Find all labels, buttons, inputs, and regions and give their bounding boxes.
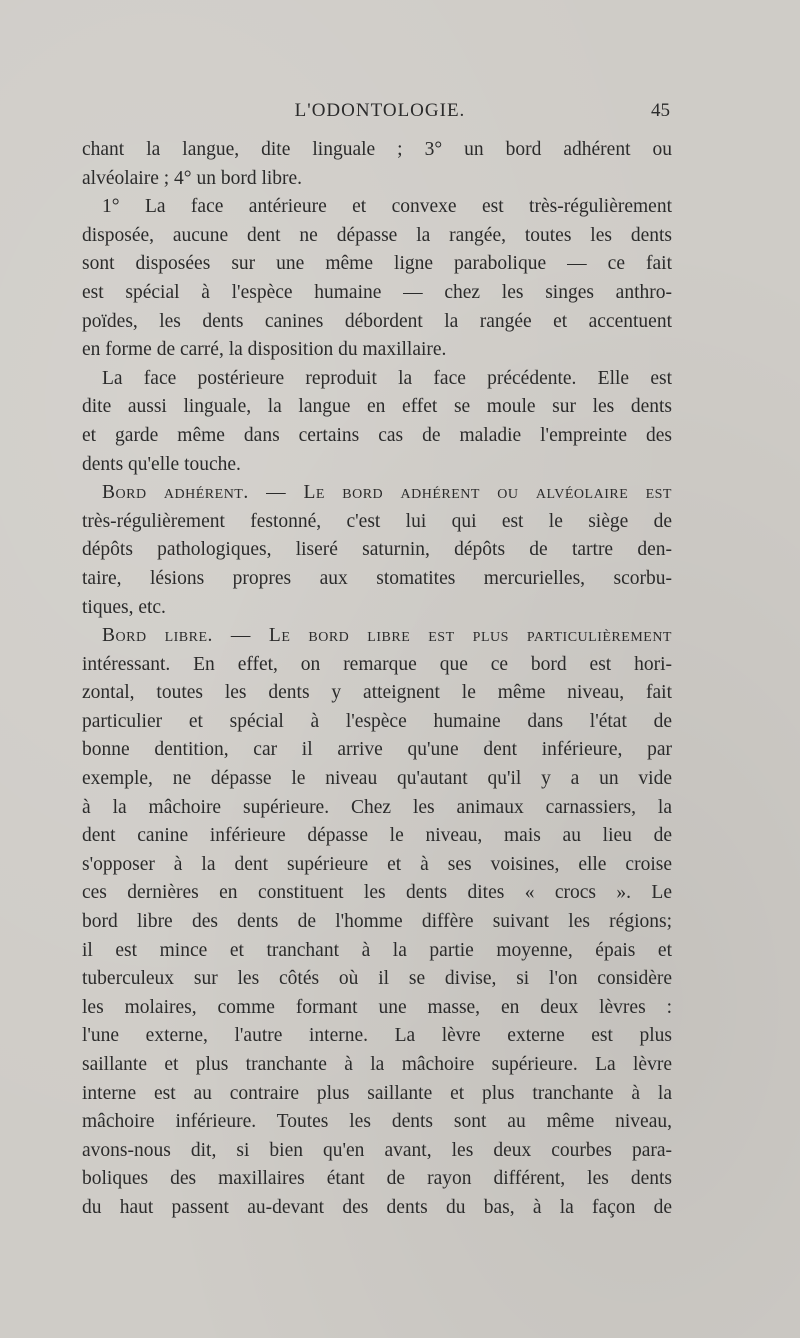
text-line: dents qu'elle touche. (82, 453, 241, 475)
text-line: chant la langue, dite linguale ; 3° un bord adhérent ou (82, 139, 672, 160)
text-line: en forme de carré, la disposition du maxillaire. (82, 339, 447, 361)
text-line: tuberculeux sur les côtés où il se divise, si l'on considère (82, 968, 672, 990)
text-line: avons-nous dit, si bien qu'en avant, les deux courbes para- (82, 1139, 672, 1161)
text-line: tiques, etc. (82, 596, 166, 618)
section-heading-line: Bord adhérent. — Le bord adhérent ou alvéolaire est (102, 482, 672, 504)
body-text (82, 136, 672, 1223)
text-line: dent canine inférieure dépasse le niveau, mais au lieu de (82, 825, 672, 847)
text-line: ces dernières en constituent les dents dites « crocs ». Le (82, 882, 672, 904)
text-line: saillante et plus tranchante à la mâchoire supérieure. La lèvre (82, 1054, 672, 1075)
text-line: l'une externe, l'autre interne. La lèvre externe est plus (82, 1025, 672, 1047)
text-line: est spécial à l'espèce humaine — chez les singes anthro- (82, 281, 672, 303)
text-line: intéressant. En effet, on remarque que ce bord est hori- (82, 653, 672, 675)
text-line: disposée, aucune dent ne dépasse la rangée, toutes les dents (82, 224, 672, 246)
text-line: sont disposées sur une même ligne parabolique — ce fait (82, 253, 672, 275)
text-line: très-régulièrement festonné, c'est lui qui est le siège de (82, 510, 672, 532)
text-line: du haut passent au-devant des dents du bas, à la façon de (82, 1196, 672, 1218)
text-line: et garde même dans certains cas de maladie l'empreinte des (82, 424, 672, 446)
text-line: dite aussi linguale, la langue en effet se moule sur les dents (82, 396, 672, 418)
text-line: exemple, ne dépasse le niveau qu'autant qu'il y a un vide (82, 768, 672, 790)
text-line: s'opposer à la dent supérieure et à ses voisines, elle croise (82, 853, 672, 875)
text-line: à la mâchoire supérieure. Chez les animaux carnassiers, la (82, 796, 672, 818)
running-title: L'ODONTOLOGIE. (294, 100, 466, 121)
text-line: il est mince et tranchant à la partie moyenne, épais et (82, 939, 672, 961)
running-header (80, 100, 680, 128)
page-number: 45 (651, 100, 670, 121)
text-line: mâchoire inférieure. Toutes les dents sont au même niveau, (82, 1111, 672, 1133)
text-line: particulier et spécial à l'espèce humaine dans l'état de (82, 710, 672, 732)
text-line: les molaires, comme formant une masse, en deux lèvres : (82, 996, 672, 1018)
text-line: poïdes, les dents canines débordent la rangée et accentuent (82, 310, 672, 332)
text-line: taire, lésions propres aux stomatites mercurielles, scorbu- (82, 567, 672, 589)
text-line: 1° La face antérieure et convexe est très-régulièrement (102, 196, 672, 218)
text-line: dépôts pathologiques, liseré saturnin, dépôts de tartre den- (82, 539, 672, 561)
text-line: La face postérieure reproduit la face précédente. Elle est (102, 367, 672, 389)
section-heading-line: Bord libre. — Le bord libre est plus particulièrement (102, 625, 672, 647)
text-line: bord libre des dents de l'homme diffère suivant les régions; (82, 911, 672, 933)
text-line: zontal, toutes les dents y atteignent le même niveau, fait (82, 682, 672, 704)
text-line: interne est au contraire plus saillante et plus tranchante à la (82, 1082, 672, 1104)
text-line: alvéolaire ; 4° un bord libre. (82, 167, 303, 189)
text-line: boliques des maxillaires étant de rayon différent, les dents (82, 1168, 672, 1190)
text-line: bonne dentition, car il arrive qu'une dent inférieure, par (82, 739, 672, 761)
